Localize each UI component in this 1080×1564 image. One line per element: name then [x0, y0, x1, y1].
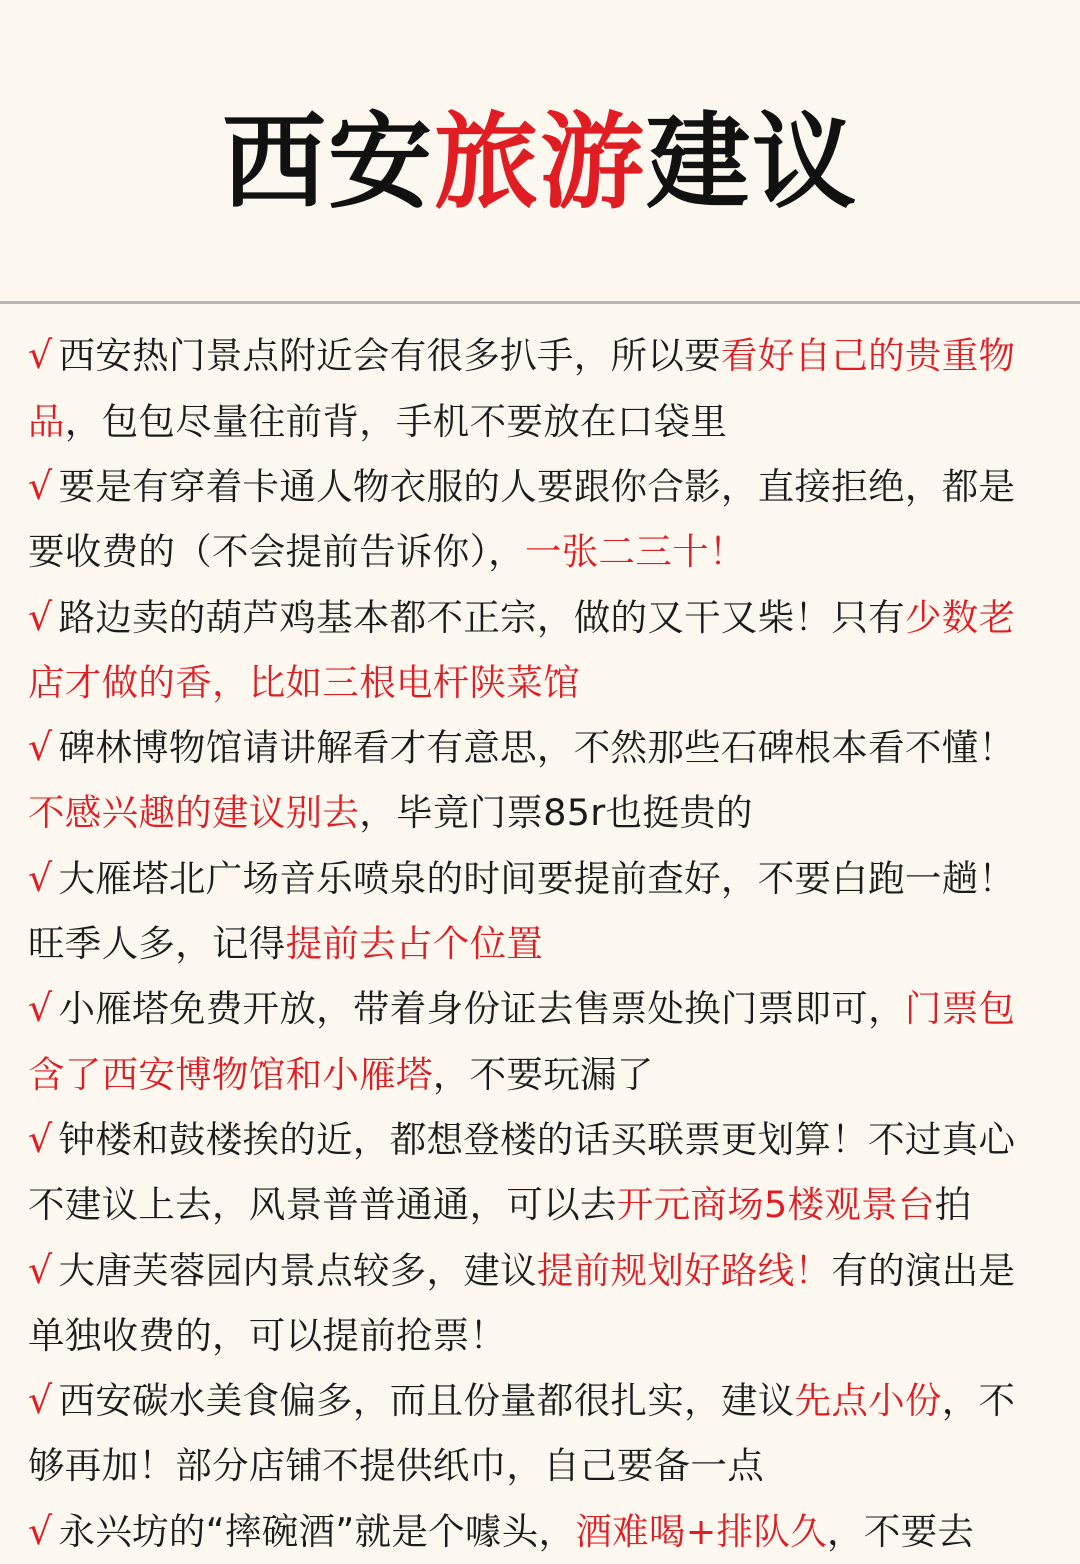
- tip-text: ，毕竟门票85r也挺贵的: [359, 791, 753, 835]
- tip-text: 大唐芙蓉园内景点较多，建议: [58, 1248, 537, 1292]
- check-icon: √: [28, 1247, 53, 1292]
- check-icon: √: [28, 594, 53, 639]
- tip-item: [28, 1238, 1052, 1369]
- tip-text: 小雁塔免费开放，带着身份证去售票处换门票即可，: [58, 987, 905, 1031]
- tip-text: 钟楼和鼓楼挨的近，都想登楼的话买联票更划算！不过真心不建议上去，风景普普通通，可以去: [28, 1117, 1016, 1227]
- title-part-2-highlight: 旅游: [433, 100, 646, 223]
- tip-text: 路边卖的葫芦鸡基本都不正宗，做的又干又柴！只有: [58, 595, 905, 639]
- page: [0, 70, 1080, 1553]
- page-title: [0, 70, 1080, 232]
- tip-text: 大雁塔北广场音乐喷泉的时间要提前查好，不要白跑一趟！旺季人多，记得: [28, 856, 1016, 966]
- tip-highlight-text: 少数老店才做的香，比如三根电杆陕菜馆: [28, 595, 1016, 704]
- tip-text: 拍: [934, 1183, 972, 1227]
- tip-item: [28, 715, 1052, 846]
- tips-list: [0, 304, 1080, 1564]
- tip-text: 永兴坊的“摔碗酒”就是个噱头，: [58, 1509, 576, 1553]
- tip-text: 有的演出是单独收费的，可以提前抢票！: [28, 1248, 1016, 1357]
- tip-text: ，包包尽量往前背，手机不要放在口袋里: [64, 399, 728, 443]
- check-icon: √: [28, 463, 53, 508]
- check-icon: √: [28, 1508, 53, 1553]
- tip-highlight-text: 酒难喝+排队久: [575, 1509, 828, 1553]
- tip-item: [28, 585, 1052, 716]
- tip-item: [28, 454, 1052, 585]
- title-part-1: 西安: [221, 100, 434, 223]
- tip-item: [28, 1499, 1052, 1564]
- check-icon: √: [28, 725, 53, 770]
- tip-highlight-text: 提前去占个位置: [285, 922, 544, 966]
- tip-highlight-text: 开元商场5楼观景台: [616, 1183, 935, 1227]
- check-icon: √: [28, 986, 53, 1031]
- tip-text: ，不要玩漏了: [432, 1052, 654, 1096]
- tip-text: 碑林博物馆请讲解看才有意思，不然那些石碑根本看不懂！: [58, 726, 1016, 770]
- tip-text: 西安热门景点附近会有很多扒手，所以要: [58, 334, 721, 378]
- tip-text: 要是有穿着卡通人物衣服的人要跟你合影，直接拒绝，都是要收费的（不会提前告诉你），: [28, 464, 1016, 574]
- check-icon: √: [28, 1116, 53, 1161]
- tip-item: [28, 1368, 1052, 1499]
- tip-text: 西安碳水美食偏多，而且份量都很扎实，建议: [58, 1379, 795, 1423]
- tip-highlight-text: 先点小份: [794, 1379, 942, 1423]
- tip-item: [28, 323, 1052, 454]
- check-icon: √: [28, 333, 53, 378]
- tip-highlight-text: 不感兴趣的建议别去: [28, 791, 360, 835]
- check-icon: √: [28, 855, 53, 900]
- tip-item: [28, 846, 1052, 977]
- tip-text: ，不够再加！部分店铺不提供纸巾，自己要备一点: [28, 1379, 1016, 1488]
- tip-highlight-text: 提前规划好路线！: [536, 1248, 832, 1292]
- tip-text: ，不要去: [827, 1509, 975, 1553]
- tip-item: [28, 1107, 1052, 1238]
- check-icon: √: [28, 1378, 53, 1423]
- tip-item: [28, 976, 1052, 1107]
- tip-highlight-text: 门票包含了西安博物馆和小雁塔: [28, 987, 1016, 1096]
- tip-highlight-text: 一张二三十！: [524, 530, 746, 574]
- tip-highlight-text: 看好自己的贵重物品: [28, 334, 1016, 443]
- title-part-3: 建议: [646, 100, 859, 223]
